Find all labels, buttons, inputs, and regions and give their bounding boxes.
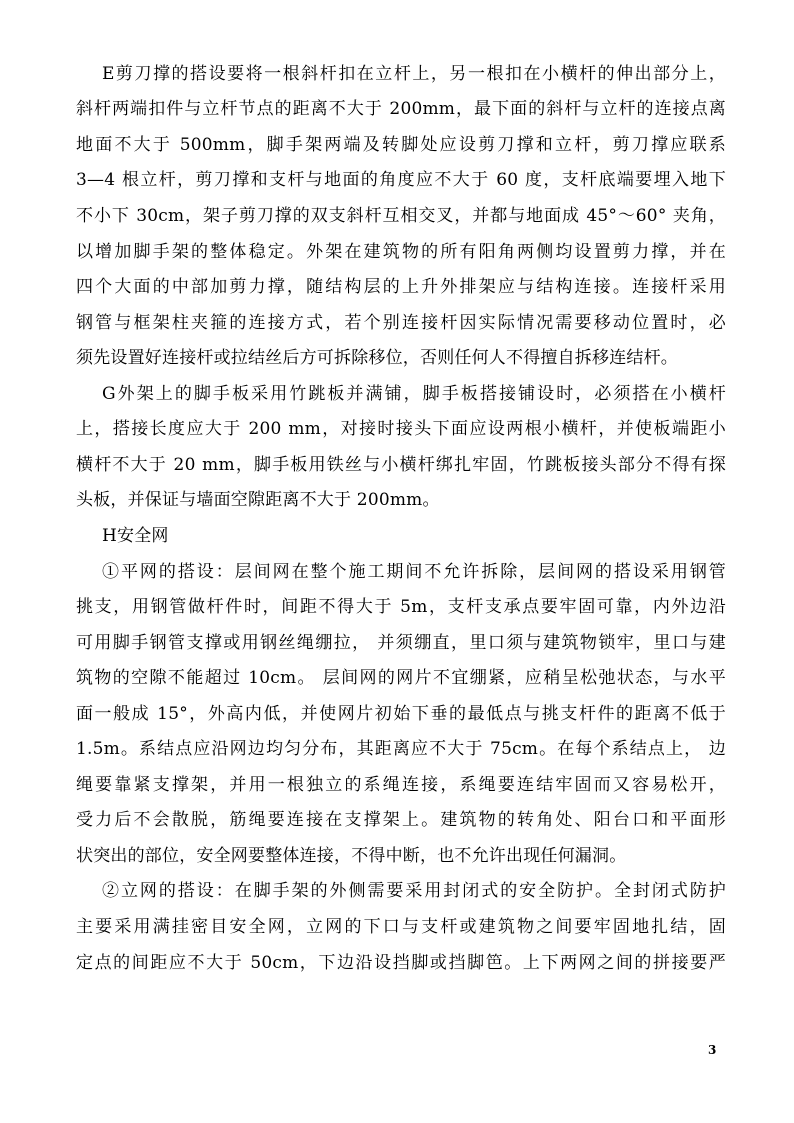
text-line: 3—4 根立杆，剪刀撑和支杆与地面的角度应不大于 60 度，支杆底端要埋入地下 [76, 170, 726, 190]
text-line: 受力后不会散脱，筋绳要连接在支撑架上。建筑物的转角处、阳台口和平面形 [76, 810, 726, 830]
text-line: 地面不大于 500mm，脚手架两端及转脚处应设剪刀撑和立杆，剪刀撑应联系 [76, 135, 726, 155]
text-line: E剪刀撑的搭设要将一根斜杆扣在立杆上，另一根扣在小横杆的伸出部分上， [102, 64, 726, 84]
text-line: 1.5m。系结点应沿网边均匀分布，其距离应不大于 75cm。在每个系结点上， 边 [76, 739, 726, 759]
text-line: 上，搭接长度应大于 200 mm，对接时接头下面应设两根小横杆，并使板端距小 [76, 419, 726, 439]
text-line: 筑物的空隙不能超过 10cm。 层间网的网片不宜绷紧，应稍呈松弛状态，与水平 [76, 668, 726, 688]
text-line: 不小下 30cm，架子剪刀撑的双支斜杆互相交叉，并都与地面成 45°～60° 夹角， [76, 206, 726, 226]
text-line: G外架上的脚手板采用竹跳板并满铺，脚手板搭接铺设时，必须搭在小横杆 [102, 384, 726, 404]
text-line: H安全网 [102, 526, 169, 546]
text-line: 斜杆两端扣件与立杆节点的距离不大于 200mm，最下面的斜杆与立杆的连接点离 [76, 99, 726, 119]
text-line: 绳要靠紧支撑架，并用一根独立的系绳连接，系绳要连结牢固而又容易松开， [76, 775, 726, 795]
text-line: 头板，并保证与墙面空隙距离不大于 200mm。 [76, 490, 440, 510]
text-line: ①平网的搭设：层间网在整个施工期间不允许拆除，层间网的搭设采用钢管 [102, 562, 726, 582]
text-line: 状突出的部位，安全网要整体连接，不得中断，也不允许出现任何漏洞。 [76, 846, 627, 866]
text-line: 主要采用满挂密目安全网，立网的下口与支杆或建筑物之间要牢固地扎结，固 [76, 917, 726, 937]
text-line: 挑支，用钢管做杆件时，间距不得大于 5m，支杆支承点要牢固可靠，内外边沿 [76, 597, 726, 617]
text-line: 可用脚手钢管支撑或用钢丝绳绷拉， 并须绷直，里口须与建筑物锁牢，里口与建 [76, 633, 726, 653]
text-line: ②立网的搭设：在脚手架的外侧需要采用封闭式的安全防护。全封闭式防护 [102, 881, 726, 901]
text-line: 定点的间距应不大于 50cm，下边沿设挡脚或挡脚笆。上下两网之间的拼接要严 [76, 953, 726, 973]
text-line: 须先设置好连接杆或拉结丝后方可拆除移位，否则任何人不得擅自拆移连结杆。 [76, 348, 678, 368]
text-line: 以增加脚手架的整体稳定。外架在建筑物的所有阳角两侧均设置剪力撑，并在 [76, 242, 726, 262]
page-number: 3 [708, 1043, 717, 1057]
text-line: 钢管与框架柱夹箍的连接方式，若个别连接杆因实际情况需要移动位置时，必 [76, 313, 726, 333]
text-line: 横杆不大于 20 mm，脚手板用铁丝与小横杆绑扎牢固，竹跳板接头部分不得有探 [76, 455, 726, 475]
text-line: 四个大面的中部加剪力撑，随结构层的上升外排架应与结构连接。连接杆采用 [76, 277, 726, 297]
text-line: 面一般成 15°，外高内低，并使网片初始下垂的最低点与挑支杆件的距离不低于 [76, 704, 726, 724]
